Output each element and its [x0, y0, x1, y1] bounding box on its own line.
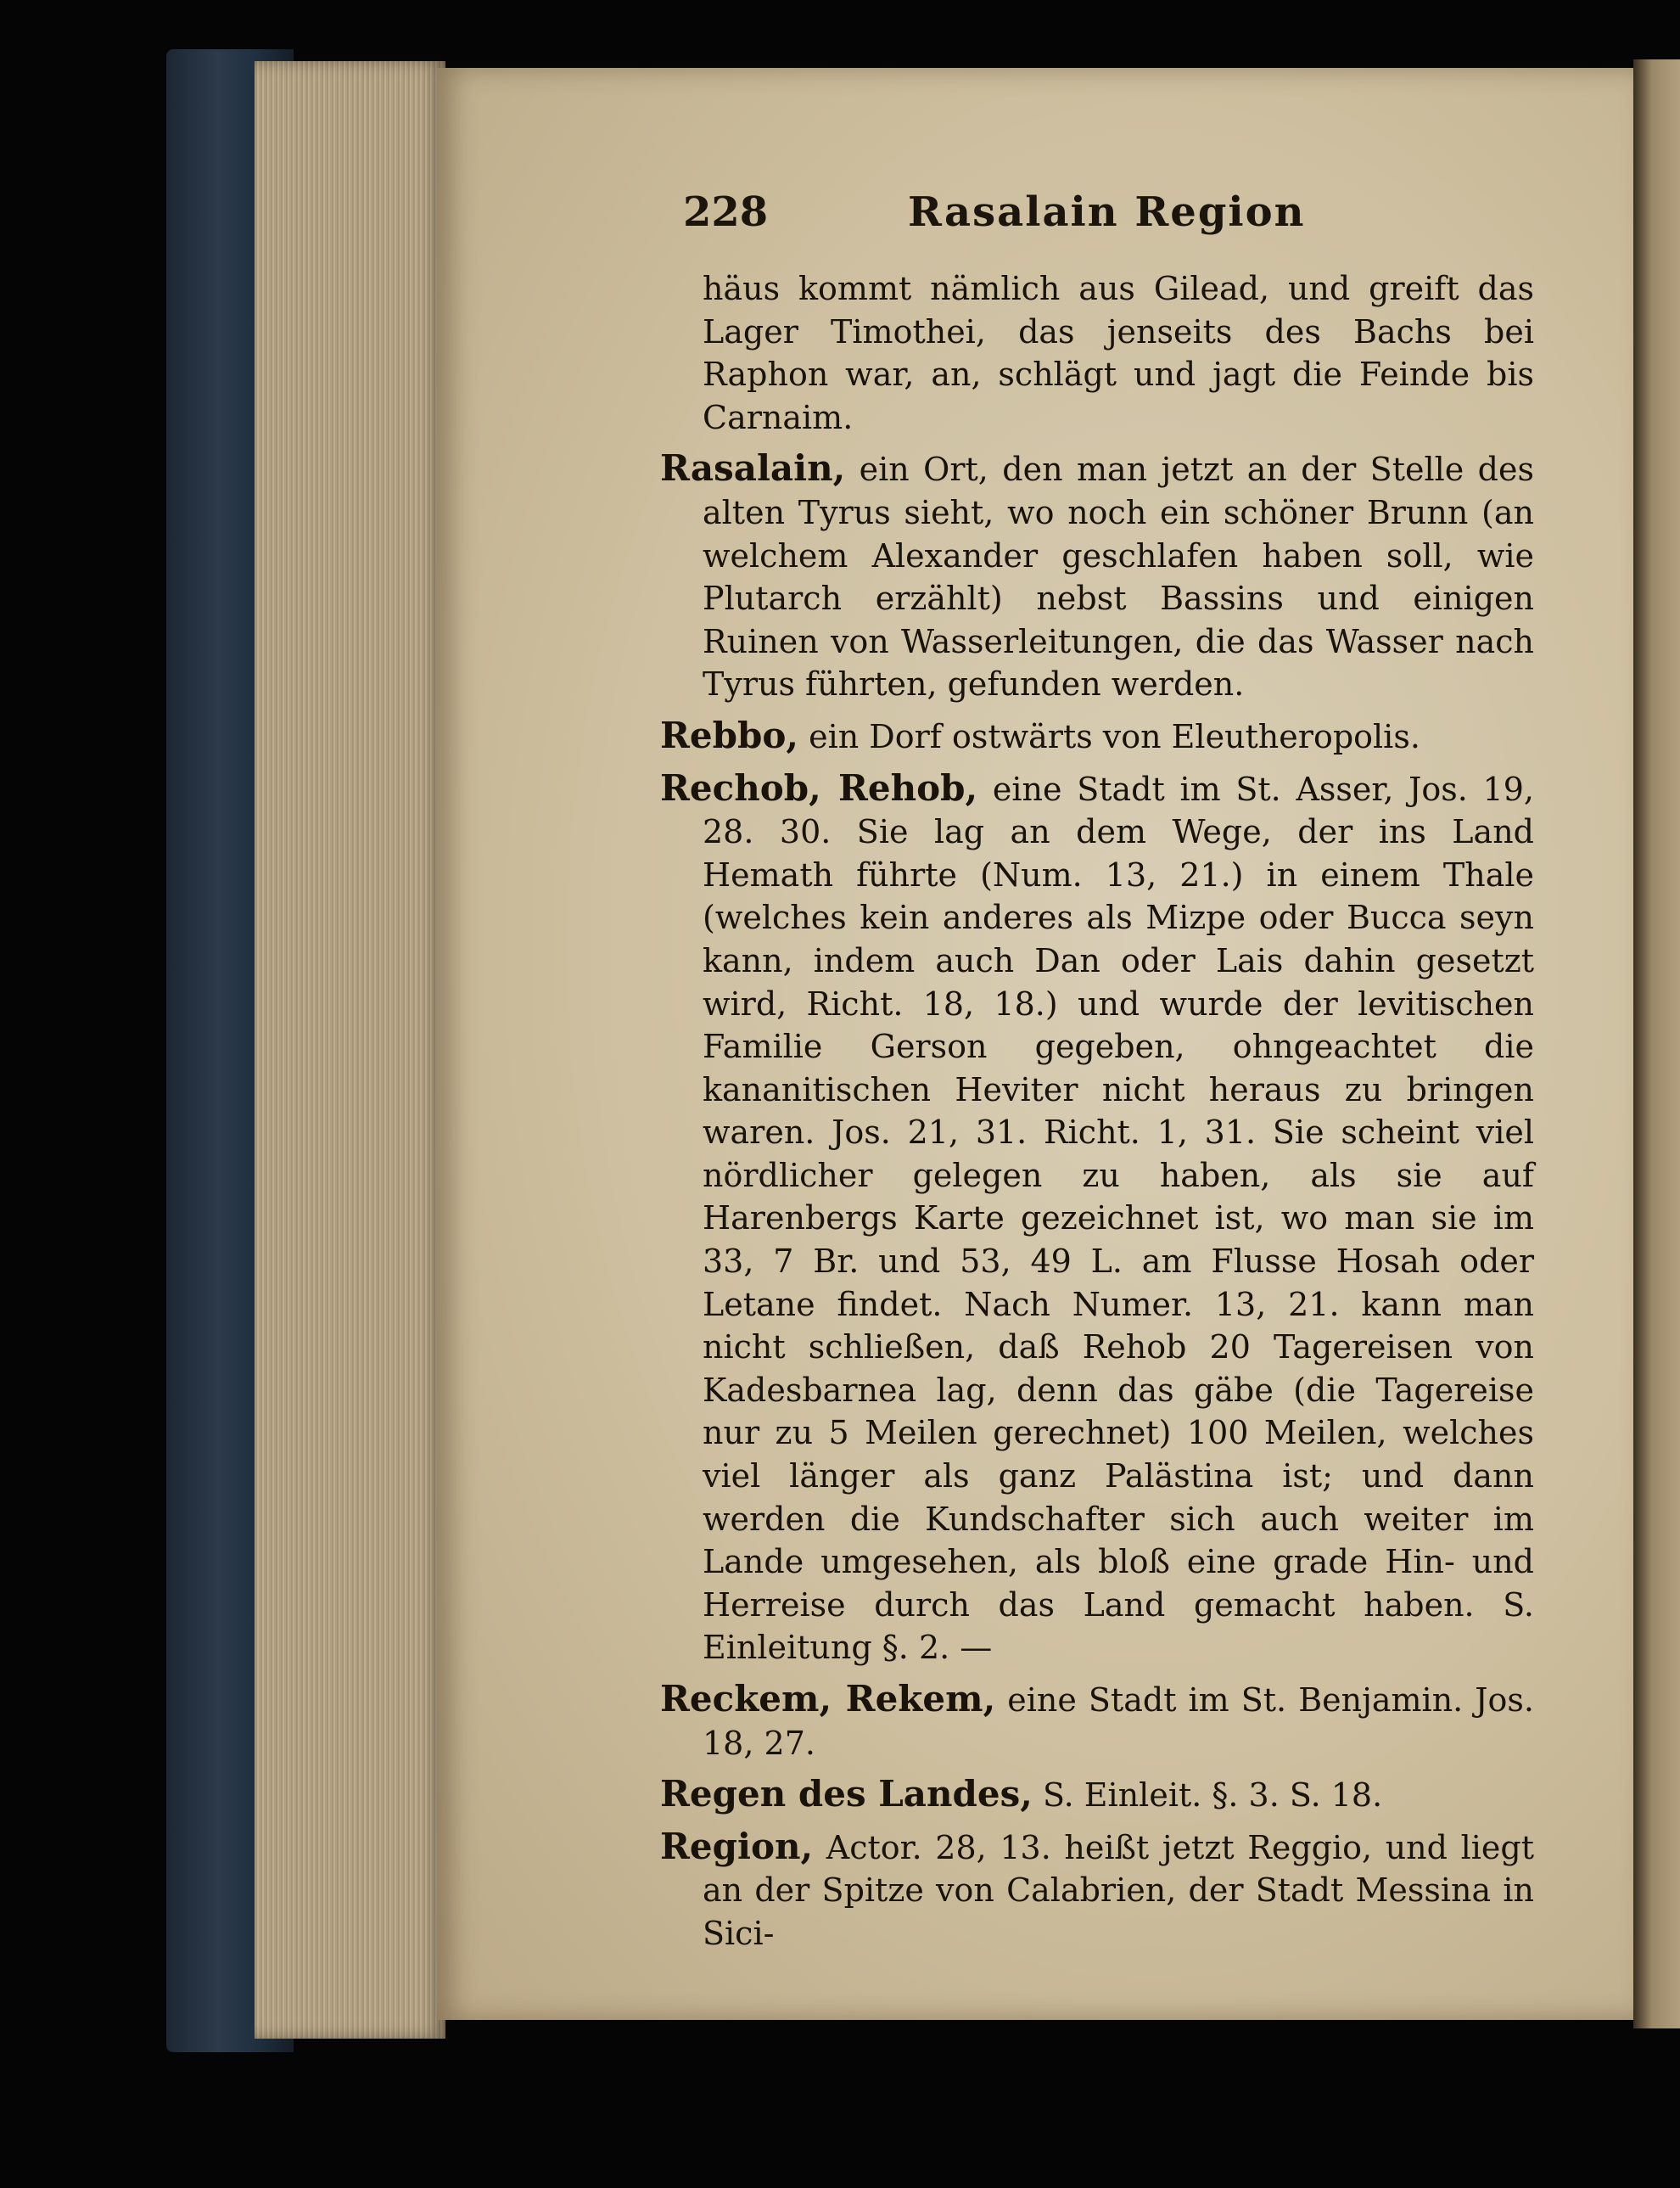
- entry-continuation: [660, 267, 1534, 439]
- entry-reckem: [660, 1678, 1534, 1764]
- running-title: Rasalain Region: [908, 188, 1306, 236]
- entry-text: S. Einleit. §. 3. S. 18.: [1042, 1776, 1383, 1815]
- entry-rasalain: [660, 447, 1534, 706]
- entry-rebbo: [660, 715, 1534, 759]
- entry-lemma: Rasalain,: [660, 447, 846, 490]
- entry-text: häus kommt nämlich aus Gilead, und greift das Lager Timothei, das jenseits des Bachs bei Raphon war, an, schlägt und jagt die Feinde bis Carnaim.: [703, 270, 1534, 436]
- entry-region: [660, 1826, 1534, 1955]
- entry-text: eine Stadt im St. Benjamin. Jos. 18, 27.: [703, 1681, 1534, 1762]
- entry-rechob: [660, 767, 1534, 1669]
- page-edges: [255, 61, 445, 2039]
- facing-page-edge: [1633, 59, 1680, 2028]
- entry-lemma: Regen des Landes,: [660, 1773, 1033, 1815]
- entry-text: ein Dorf ostwärts von Eleutheropolis.: [809, 717, 1420, 755]
- entry-lemma: Region,: [660, 1825, 814, 1867]
- page-number: 228: [683, 188, 769, 236]
- entry-text: ein Ort, den man jetzt an der Stelle des alten Tyrus sieht, wo noch ein schöner Brunn (an welchem Alexander geschlafen haben soll, wie Plutarch erzählt) nebst Bassins und einigen Ruinen von Wasserleitungen, die das Wasser nach Tyrus führten, gefunden werden.: [703, 451, 1534, 704]
- entry-lemma: Rebbo,: [660, 714, 798, 756]
- entry-regen: [660, 1773, 1534, 1817]
- entry-lemma: Reckem, Rekem,: [660, 1678, 996, 1720]
- entry-text: eine Stadt im St. Asser, Jos. 19, 28. 30. Sie lag an dem Wege, der ins Land Hemath führte (Num. 13, 21.) in einem Thale (welches kein anderes als Mizpe oder Bucca seyn kann, indem auch Dan oder Lais dahin gesetzt wird, Richt. 18, 18.) und wurde der levitischen Familie Gerson gegeben, ohngeachtet die kananitischen Heviter nicht heraus zu bringen waren. Jos. 21, 31. Richt. 1, 31. Sie scheint viel nördlicher gelegen zu haben, als sie auf Harenbergs Karte gezeichnet ist, wo man sie im 33, 7 Br. und 53, 49 L. am Flusse Hosah oder Letane findet. Nach Numer. 13, 21. kann man nicht schließen, daß Rehob 20 Tagereisen von Kadesbarnea lag, denn das gäbe (die Tagereise nur zu 5 Meilen gerechnet) 100 Meilen, welches viel länger als ganz Palästina ist; und dann werden die Kundschafter sich auch weiter im Lande umgesehen, als bloß eine grade Hin- und Herreise durch das Land gemacht haben. S. Einleitung §. 2. —: [703, 770, 1534, 1667]
- entry-text: Actor. 28, 13. heißt jetzt Reggio, und liegt an der Spitze von Calabrien, der Stadt Messina in Sici-: [703, 1828, 1534, 1952]
- entry-lemma: Rechob, Rehob,: [660, 766, 978, 809]
- page-body: [660, 267, 1534, 1964]
